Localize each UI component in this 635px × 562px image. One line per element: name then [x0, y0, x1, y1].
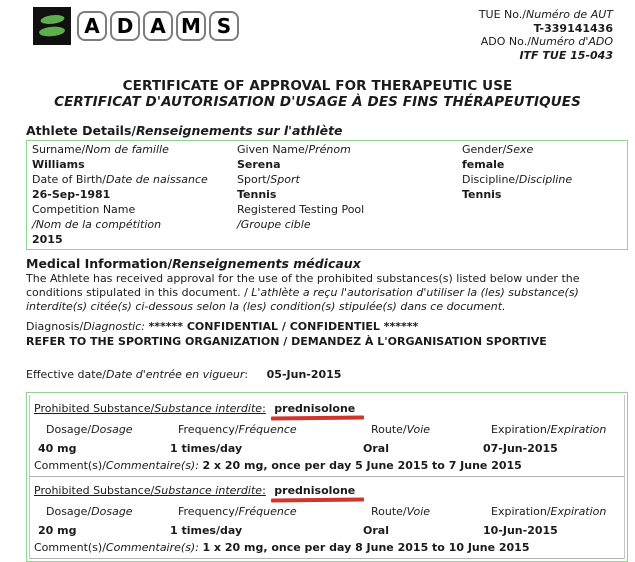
- effective-date-value: 05-Jun-2015: [266, 368, 342, 382]
- expiration-value: 07-Jun-2015: [483, 442, 558, 456]
- logo-letter-tile: D: [110, 11, 140, 41]
- gender-value: female: [462, 158, 505, 171]
- medical-information-heading: Medical Information/Renseignements médicaux: [26, 256, 361, 271]
- frequency-value: 1 times/day: [170, 524, 243, 538]
- logo-letter-tile: M: [176, 11, 206, 41]
- expiration-column-label: Expiration/Expiration: [491, 505, 607, 519]
- dosage-value: 40 mg: [38, 442, 77, 456]
- field-discipline: Discipline/Discipline Tennis: [462, 172, 623, 202]
- competition-name-value: 2015: [32, 233, 63, 246]
- diagnosis-confidential: ****** CONFIDENTIAL / CONFIDENTIEL ******: [148, 320, 419, 334]
- field-sport: Sport/Sport Tennis: [237, 172, 462, 202]
- ado-number-label: ADO No./Numéro d'ADO: [480, 35, 613, 48]
- date-of-birth-value: 26-Sep-1981: [32, 188, 111, 201]
- field-surname: Surname/Nom de famille Williams: [32, 142, 237, 172]
- effective-date-row: Effective date/Date d'entrée en vigueur: 05-Jun-2015: [26, 368, 342, 382]
- comment-value: 1 x 20 mg, once per day 8 June 2015 to 10 June 2015: [202, 541, 530, 555]
- route-column-label: Route/Voie: [371, 423, 431, 437]
- substance-name: prednisolone: [274, 402, 356, 416]
- comment-line: Comment(s)/Commentaire(s): 2 x 20 mg, once per day 5 June 2015 to 7 June 2015: [34, 459, 522, 473]
- comment-value: 2 x 20 mg, once per day 5 June 2015 to 7 June 2015: [202, 459, 522, 473]
- reference-numbers: [479, 7, 613, 62]
- prohibited-substance-label: Prohibited Substance/Substance interdite:: [34, 402, 266, 416]
- discipline-value: Tennis: [462, 188, 502, 201]
- tue-number-label: TUE No./Numéro de AUT: [478, 8, 613, 21]
- diagnosis-line: Diagnosis/Diagnostic: ****** CONFIDENTIAL / CONFIDENTIEL ******: [26, 320, 419, 334]
- document-header: [0, 0, 635, 62]
- expiration-value: 10-Jun-2015: [483, 524, 558, 538]
- substance-entry-1: [30, 395, 624, 477]
- field-given-name: Given Name/Prénom Serena: [237, 142, 462, 172]
- logo-letter-tile: A: [143, 11, 173, 41]
- dosage-value: 20 mg: [38, 524, 77, 538]
- athlete-details-box: [26, 140, 628, 250]
- route-value: Oral: [363, 442, 389, 456]
- substance-entry-2: [30, 477, 624, 559]
- ado-number-value: ITF TUE 15-043: [519, 48, 613, 62]
- prohibited-substance-label: Prohibited Substance/Substance interdite:: [34, 484, 266, 498]
- adams-leaf-icon: [33, 7, 71, 45]
- given-name-value: Serena: [237, 158, 281, 171]
- athlete-details-heading: Athlete Details/Renseignements sur l'athlète: [26, 123, 343, 138]
- tue-number-value: T-339141436: [533, 21, 613, 35]
- field-registered-testing-pool: Registered Testing Pool /Groupe cible: [237, 202, 462, 247]
- prohibited-substances-box: [26, 392, 628, 562]
- route-column-label: Route/Voie: [371, 505, 431, 519]
- field-gender: Gender/Sexe female: [462, 142, 623, 172]
- logo-letter-tile: S: [209, 11, 239, 41]
- medical-information-text: The Athlete has received approval for the use of the prohibited substances(s) listed below under the conditions stipulated in this document. / L'athlète a reçu l'autorisation d'utiliser la (les) substance(s) interdite(s) citée(s) ci-dessous selon la (les) condition(s) stipulée(s) dans ce document.: [26, 272, 580, 313]
- route-value: Oral: [363, 524, 389, 538]
- field-empty: [462, 202, 623, 247]
- certificate-title-fr: CERTIFICAT D'AUTORISATION D'USAGE À DES FINS THÉRAPEUTIQUES: [54, 94, 581, 110]
- dosage-column-label: Dosage/Dosage: [46, 423, 133, 437]
- sport-value: Tennis: [237, 188, 277, 201]
- adams-logo: [33, 7, 239, 45]
- diagnosis-refer-line: REFER TO THE SPORTING ORGANIZATION / DEMANDEZ À L'ORGANISATION SPORTIVE: [26, 334, 547, 348]
- certificate-title: [0, 78, 635, 110]
- comment-line: Comment(s)/Commentaire(s): 1 x 20 mg, once per day 8 June 2015 to 10 June 2015: [34, 541, 530, 555]
- frequency-column-label: Frequency/Fréquence: [178, 505, 297, 519]
- frequency-value: 1 times/day: [170, 442, 243, 456]
- substance-name: prednisolone: [274, 484, 356, 498]
- field-competition-name: Competition Name /Nom de la compétition 2015: [32, 202, 237, 247]
- certificate-title-en: CERTIFICATE OF APPROVAL FOR THERAPEUTIC USE: [122, 78, 513, 94]
- surname-value: Williams: [32, 158, 85, 171]
- frequency-column-label: Frequency/Fréquence: [178, 423, 297, 437]
- dosage-column-label: Dosage/Dosage: [46, 505, 133, 519]
- field-date-of-birth: Date of Birth/Date de naissance 26-Sep-1981: [32, 172, 237, 202]
- expiration-column-label: Expiration/Expiration: [491, 423, 607, 437]
- registered-testing-pool-value: [237, 232, 462, 247]
- diagnosis-block: [26, 320, 628, 349]
- logo-letter-tile: A: [77, 11, 107, 41]
